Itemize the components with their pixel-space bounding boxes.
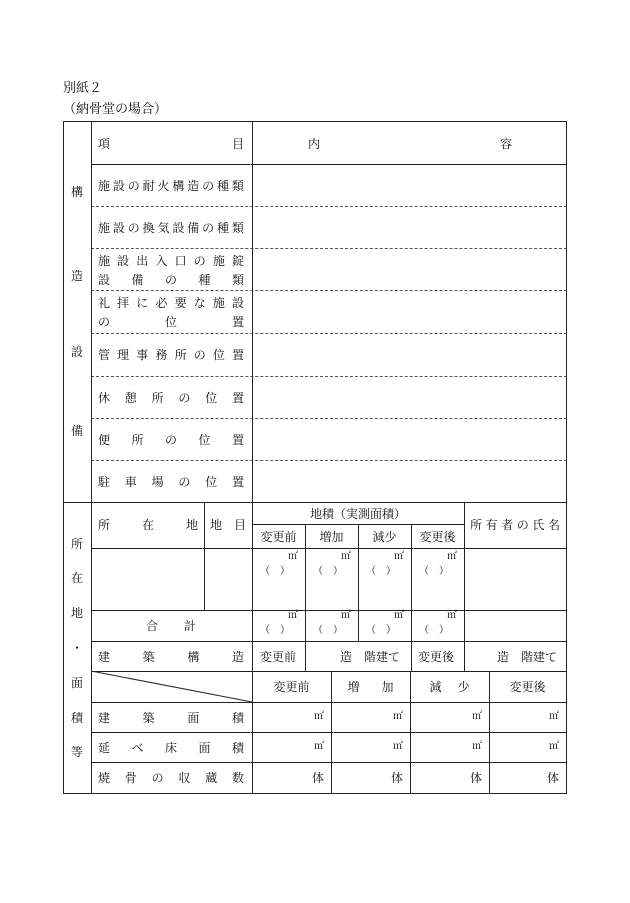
section-char: ・ — [70, 641, 83, 655]
area-unit: ㎡ — [394, 610, 404, 621]
row-label-line2: の 位 置 — [98, 315, 244, 329]
col-header-item — [98, 138, 244, 150]
area-paren: （ ） — [366, 566, 396, 577]
area-unit: ㎡ — [341, 551, 351, 562]
row2-label: 建 築 面 積 — [98, 711, 244, 725]
total-label-text: 合 計 — [146, 619, 196, 633]
diagonal-line — [91, 671, 252, 702]
row-label-line1: 礼 拝 に 必 要 な 施 設 — [98, 296, 244, 310]
area-paren: （ ） — [419, 566, 449, 577]
area-unit: ㎡ — [288, 610, 298, 621]
col-header-content — [308, 138, 512, 150]
form-subtitle: （納骨堂の場合） — [63, 102, 168, 117]
row-label-line2: 設 備 の 種 類 — [98, 273, 244, 287]
area-unit: ㎡ — [288, 551, 298, 562]
section-char: 積 — [70, 711, 83, 725]
kaidate-label: 階建て — [521, 650, 558, 664]
row-label-line1: 施 設 出 入 口 の 施 錠 — [98, 254, 244, 268]
before-label: 変更前 — [260, 650, 297, 664]
area-paren: （ ） — [419, 625, 449, 636]
row2-label: 焼 骨 の 収 蔵 数 — [98, 771, 244, 785]
area-unit: ㎡ — [341, 610, 351, 621]
section-char: 備 — [70, 424, 83, 438]
section-char: 設 — [70, 345, 83, 359]
sub-col2-header — [331, 681, 410, 693]
col-header-owner — [470, 519, 560, 531]
row2-unit: ㎡ — [393, 711, 403, 722]
area-paren: （ ） — [260, 625, 290, 636]
col-header-content-text: 内 容 — [308, 137, 512, 151]
col-header-item-text: 項 目 — [98, 137, 244, 151]
row2-unit: ㎡ — [549, 741, 559, 752]
row2-unit: ㎡ — [472, 741, 482, 752]
area-unit: ㎡ — [447, 551, 457, 562]
col-header-owner-text: 所 有 者 の 氏 名 — [470, 518, 560, 532]
section-char: 構 — [70, 185, 83, 199]
row-label: 管 理 事 務 所 の 位 置 — [98, 348, 244, 362]
col-header-chimoku-text: 地 目 — [210, 518, 246, 532]
col-header-chimoku — [210, 519, 246, 531]
row-label: 駐 車 場 の 位 置 — [98, 475, 244, 489]
row2-label: 延 べ 床 面 積 — [98, 741, 244, 755]
row-label: 施 設 の 換 気 設 備 の 種 類 — [98, 221, 244, 235]
section-char: 造 — [70, 269, 83, 283]
area-unit: ㎡ — [394, 551, 404, 562]
row2-unit: ㎡ — [314, 711, 324, 722]
sub-col-header: 減少 — [372, 530, 397, 544]
row-label: 便 所 の 位 置 — [98, 433, 244, 447]
sub-col2-header: 変更前 — [273, 680, 310, 694]
zo-label: 造 — [497, 650, 510, 664]
section-char: 所 — [70, 537, 83, 551]
row2-unit: 体 — [469, 771, 482, 785]
section-char: 等 — [70, 745, 83, 759]
row2-unit: ㎡ — [314, 741, 324, 752]
kaidate-label: 階建て — [364, 650, 401, 664]
zo-label: 造 — [340, 650, 353, 664]
sub-col2-header-text: 減 少 — [429, 680, 470, 694]
row-label: 休 憩 所 の 位 置 — [98, 391, 244, 405]
row2-unit: 体 — [311, 771, 324, 785]
sub-col2-header — [410, 681, 489, 693]
building-structure-label — [98, 651, 244, 663]
attachment-label: 別紙２ — [63, 81, 103, 96]
col-header-address — [98, 519, 198, 531]
after-label: 変更後 — [418, 650, 455, 664]
area-paren: （ ） — [313, 625, 343, 636]
row2-unit: ㎡ — [393, 741, 403, 752]
col-header-address-text: 所 在 地 — [98, 518, 198, 532]
row2-unit: ㎡ — [549, 711, 559, 722]
row2-unit: 体 — [546, 771, 559, 785]
sub-col-header: 変更前 — [260, 530, 297, 544]
total-label — [146, 620, 196, 632]
area-paren: （ ） — [366, 625, 396, 636]
area-paren: （ ） — [313, 566, 343, 577]
row-label: 施 設 の 耐 火 構 造 の 種 類 — [98, 179, 244, 193]
section-char: 面 — [70, 676, 83, 690]
sub-col-header: 変更後 — [419, 530, 456, 544]
section-char: 在 — [70, 571, 83, 585]
area-unit: ㎡ — [447, 610, 457, 621]
row2-unit: 体 — [390, 771, 403, 785]
row2-unit: ㎡ — [472, 711, 482, 722]
area-paren: （ ） — [260, 566, 290, 577]
building-structure-text: 建 築 構 造 — [98, 650, 244, 664]
col-header-area: 地積（実測面積） — [309, 507, 406, 521]
section-char: 地 — [70, 606, 83, 620]
sub-col2-header-text: 増 加 — [347, 680, 394, 694]
sub-col-header: 増加 — [319, 530, 344, 544]
sub-col2-header: 変更後 — [509, 680, 546, 694]
